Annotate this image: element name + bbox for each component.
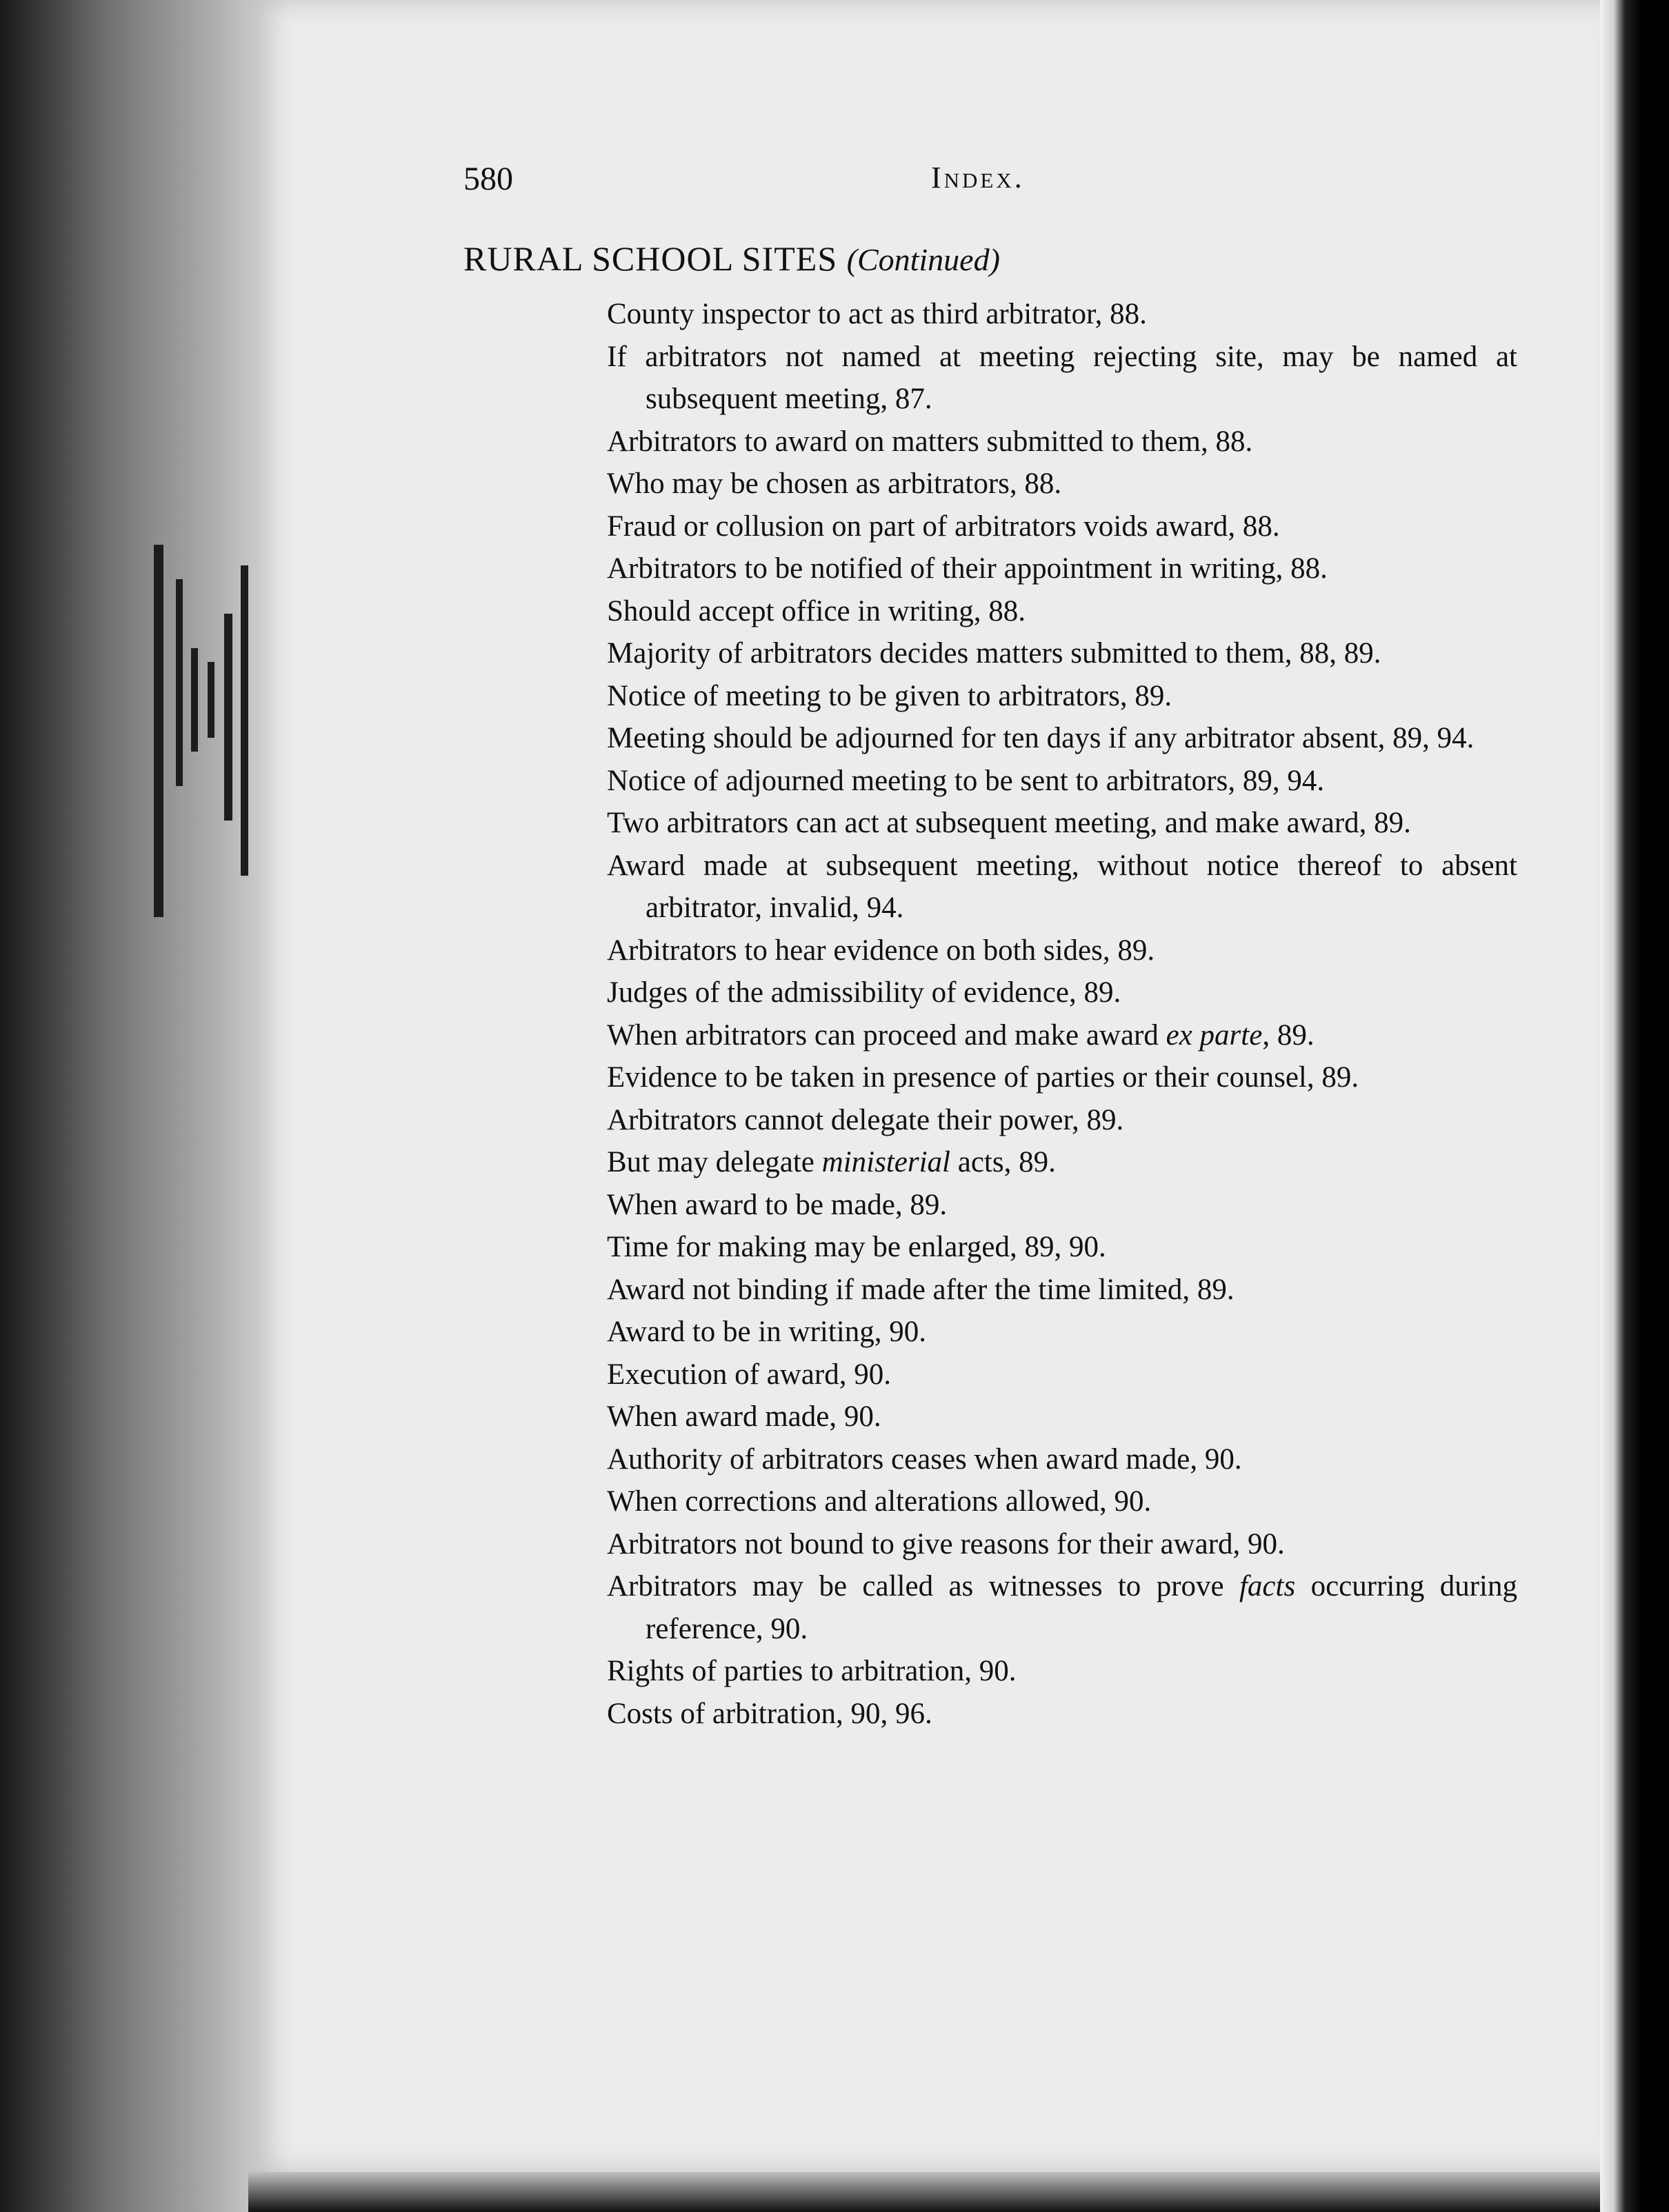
- index-entry: County inspector to act as third arbitrator, 88.: [607, 298, 1147, 330]
- entry-text: Arbitrators may be called as witnesses to prove: [607, 1570, 1239, 1602]
- index-entry: [607, 1014, 1517, 1057]
- index-entry: Time for making may be enlarged, 89, 90.: [607, 1231, 1106, 1263]
- index-entry: Award to be in writing, 90.: [607, 1316, 927, 1348]
- index-entry: When award made, 90.: [607, 1400, 881, 1433]
- index-entry: Arbitrators to hear evidence on both sides, 89.: [607, 934, 1155, 967]
- page-bottom-edge: [248, 2172, 1600, 2212]
- page-number: 580: [463, 161, 513, 197]
- index-entry: When corrections and alterations allowed, 90.: [607, 1485, 1152, 1518]
- index-entry: Fraud or collusion on part of arbitrators voids award, 88.: [607, 510, 1280, 543]
- entry-text: But may delegate: [607, 1146, 822, 1178]
- index-entry: Notice of adjourned meeting to be sent to arbitrators, 89, 94.: [607, 764, 1325, 797]
- index-entry: Arbitrators cannot delegate their power, 89.: [607, 1103, 1124, 1136]
- entry-italic-term: ministerial: [821, 1146, 950, 1178]
- index-entry: Award made at subsequent meeting, without notice thereof to absent arbitrator, invalid, 94.: [607, 849, 1517, 924]
- index-entry: [607, 1565, 1517, 1650]
- book-spine: [0, 0, 262, 2212]
- entry-italic-term: ex parte: [1166, 1018, 1263, 1052]
- index-entry: Majority of arbitrators decides matters submitted to them, 88, 89.: [607, 637, 1381, 670]
- index-entry: Evidence to be taken in presence of parties or their counsel, 89.: [607, 1061, 1359, 1094]
- running-head: Index.: [931, 161, 1025, 194]
- index-entry: Meeting should be adjourned for ten days if any arbitrator absent, 89, 94.: [607, 722, 1475, 754]
- index-entry: Award not binding if made after the time limited, 89.: [607, 1273, 1235, 1306]
- entry-text: , 89.: [1262, 1018, 1315, 1052]
- index-entry: Notice of meeting to be given to arbitrators, 89.: [607, 679, 1172, 712]
- entry-italic-term: facts: [1239, 1570, 1296, 1602]
- index-entry: When award to be made, 89.: [607, 1188, 948, 1221]
- library-stamp-icon: [148, 538, 259, 924]
- index-entry: Rights of parties to arbitration, 90.: [607, 1655, 1017, 1687]
- entry-text: When arbitrators can proceed and make award: [607, 1018, 1166, 1052]
- index-entry: If arbitrators not named at meeting rejecting site, may be named at subsequent meeting, 87.: [607, 340, 1517, 415]
- index-entry: Arbitrators to award on matters submitted to them, 88.: [607, 425, 1253, 458]
- index-entry: Judges of the admissibility of evidence, 89.: [607, 976, 1121, 1009]
- section-continued: (Continued): [846, 242, 1000, 277]
- index-entry: Should accept office in writing, 88.: [607, 594, 1026, 627]
- index-entry: Costs of arbitration, 90, 96.: [607, 1697, 932, 1730]
- index-entry: Execution of award, 90.: [607, 1358, 891, 1391]
- index-entry: Arbitrators to be notified of their appointment in writing, 88.: [607, 552, 1328, 585]
- section-heading: [463, 239, 1000, 279]
- entry-text: acts, 89.: [950, 1146, 1056, 1178]
- index-entries: [607, 293, 1517, 1735]
- index-entry: Authority of arbitrators ceases when award made, 90.: [607, 1442, 1242, 1476]
- binding-edge: [1600, 0, 1669, 2212]
- entry-text: occurring during reference, 90.: [646, 1570, 1517, 1645]
- index-entry: Two arbitrators can act at subsequent meeting, and make award, 89.: [607, 807, 1411, 839]
- index-entry: [607, 1141, 1517, 1184]
- section-title: RURAL SCHOOL SITES: [463, 239, 838, 278]
- index-entry: Arbitrators not bound to give reasons for their award, 90.: [607, 1527, 1285, 1560]
- index-entry: Who may be chosen as arbitrators, 88.: [607, 467, 1062, 500]
